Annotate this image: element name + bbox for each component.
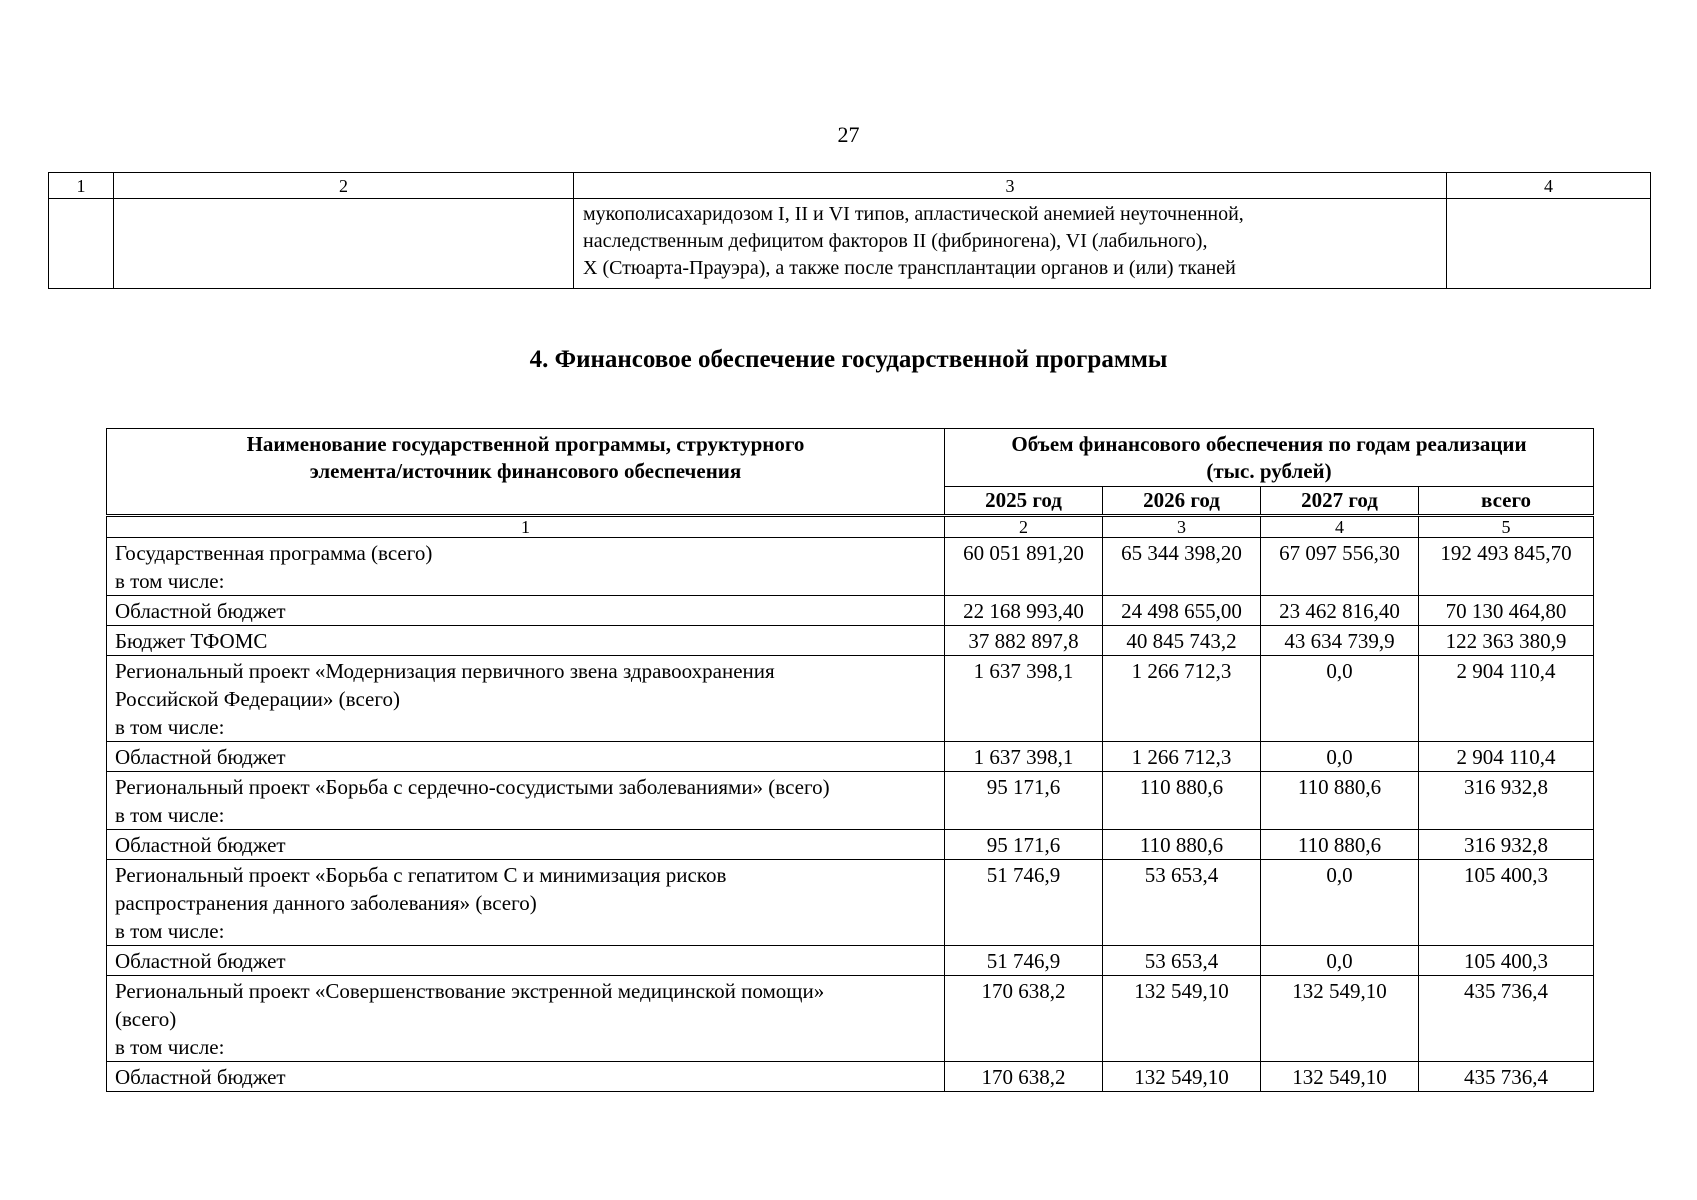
value-cell: 105 400,3 xyxy=(1419,946,1594,976)
section-title: 4. Финансовое обеспечение государственной программы xyxy=(529,346,1168,373)
table-row xyxy=(107,626,1594,656)
table-row xyxy=(107,860,1594,946)
value-cell: 132 549,10 xyxy=(1261,1062,1419,1092)
value-cell: 2 904 110,4 xyxy=(1419,742,1594,772)
value-cell: 51 746,9 xyxy=(945,860,1103,946)
column-number: 3 xyxy=(1103,516,1261,538)
value-cell: 192 493 845,70 xyxy=(1419,538,1594,596)
table-row xyxy=(107,1062,1594,1092)
header-volume-cell xyxy=(945,429,1594,487)
continuation-text-line: мукополисахаридозом I, II и VI типов, апластической анемией неуточненной, xyxy=(583,203,1244,225)
header-name-line: элемента/источник финансового обеспечения xyxy=(309,459,742,483)
value-cell: 67 097 556,30 xyxy=(1261,538,1419,596)
row-name-line: Региональный проект «Совершенствование экстренной медицинской помощи» xyxy=(115,979,825,1003)
value-cell: 1 637 398,1 xyxy=(945,656,1103,742)
header-volume-line: (тыс. рублей) xyxy=(1206,459,1332,483)
table-row xyxy=(107,976,1594,1062)
row-name-line: Государственная программа (всего) xyxy=(115,541,433,565)
value-cell: 105 400,3 xyxy=(1419,860,1594,946)
row-name-cell xyxy=(107,742,945,772)
row-name-line: в том числе: xyxy=(115,1035,225,1059)
row-name-cell xyxy=(107,626,945,656)
column-number: 2 xyxy=(945,516,1103,538)
table-row xyxy=(107,742,1594,772)
row-name-line: (всего) xyxy=(115,1007,177,1031)
value-cell: 24 498 655,00 xyxy=(1103,596,1261,626)
row-name-cell xyxy=(107,860,945,946)
row-name-cell xyxy=(107,946,945,976)
value-cell: 110 880,6 xyxy=(1103,772,1261,830)
row-name-line: в том числе: xyxy=(115,715,225,739)
row-name-line: распространения данного заболевания» (всего) xyxy=(115,891,537,915)
row-name-cell xyxy=(107,772,945,830)
header-name-line: Наименование государственной программы, структурного xyxy=(246,432,805,456)
value-cell: 316 932,8 xyxy=(1419,772,1594,830)
value-cell: 2 904 110,4 xyxy=(1419,656,1594,742)
value-cell: 51 746,9 xyxy=(945,946,1103,976)
column-number: 1 xyxy=(49,173,114,199)
row-name-cell xyxy=(107,538,945,596)
continuation-text-line: наследственным дефицитом факторов II (фибриногена), VI (лабильного), xyxy=(583,230,1208,252)
value-cell: 132 549,10 xyxy=(1261,976,1419,1062)
value-cell: 170 638,2 xyxy=(945,1062,1103,1092)
header-volume-line: Объем финансового обеспечения по годам реализации xyxy=(1011,432,1527,456)
value-cell: 0,0 xyxy=(1261,946,1419,976)
value-cell: 95 171,6 xyxy=(945,772,1103,830)
column-number: 2 xyxy=(114,173,574,199)
value-cell: 65 344 398,20 xyxy=(1103,538,1261,596)
value-cell: 132 549,10 xyxy=(1103,1062,1261,1092)
table-row xyxy=(107,772,1594,830)
row-name-line: Областной бюджет xyxy=(115,1065,286,1089)
continuation-cell-2 xyxy=(114,199,574,289)
value-cell: 23 462 816,40 xyxy=(1261,596,1419,626)
value-cell: 435 736,4 xyxy=(1419,976,1594,1062)
row-name-line: Областной бюджет xyxy=(115,745,286,769)
value-cell: 1 637 398,1 xyxy=(945,742,1103,772)
year-header: 2026 год xyxy=(1103,487,1261,516)
row-name-line: в том числе: xyxy=(115,569,225,593)
value-cell: 95 171,6 xyxy=(945,830,1103,860)
column-number: 5 xyxy=(1419,516,1594,538)
value-cell: 0,0 xyxy=(1261,860,1419,946)
value-cell: 60 051 891,20 xyxy=(945,538,1103,596)
value-cell: 110 880,6 xyxy=(1103,830,1261,860)
column-number: 1 xyxy=(107,516,945,538)
column-number: 3 xyxy=(574,173,1447,199)
continuation-cell-4 xyxy=(1447,199,1651,289)
column-number-row xyxy=(107,516,1594,538)
value-cell: 1 266 712,3 xyxy=(1103,742,1261,772)
value-cell: 1 266 712,3 xyxy=(1103,656,1261,742)
value-cell: 43 634 739,9 xyxy=(1261,626,1419,656)
continuation-cell-1 xyxy=(49,199,114,289)
header-name-cell xyxy=(107,429,945,516)
value-cell: 132 549,10 xyxy=(1103,976,1261,1062)
value-cell: 53 653,4 xyxy=(1103,860,1261,946)
value-cell: 0,0 xyxy=(1261,742,1419,772)
value-cell: 37 882 897,8 xyxy=(945,626,1103,656)
column-number: 4 xyxy=(1447,173,1651,199)
financing-table xyxy=(106,428,1594,1092)
continuation-cell-3 xyxy=(574,199,1447,289)
row-name-cell xyxy=(107,596,945,626)
row-name-line: Российской Федерации» (всего) xyxy=(115,687,400,711)
value-cell: 435 736,4 xyxy=(1419,1062,1594,1092)
row-name-line: Областной бюджет xyxy=(115,833,286,857)
row-name-cell xyxy=(107,976,945,1062)
value-cell: 110 880,6 xyxy=(1261,830,1419,860)
row-name-line: Региональный проект «Модернизация первичного звена здравоохранения xyxy=(115,659,775,683)
value-cell: 40 845 743,2 xyxy=(1103,626,1261,656)
row-name-cell xyxy=(107,1062,945,1092)
table-row xyxy=(107,830,1594,860)
column-number: 4 xyxy=(1261,516,1419,538)
row-name-line: Областной бюджет xyxy=(115,949,286,973)
row-name-line: Региональный проект «Борьба с гепатитом С и минимизация рисков xyxy=(115,863,727,887)
row-name-line: Бюджет ТФОМС xyxy=(115,629,268,653)
year-header: 2027 год xyxy=(1261,487,1419,516)
continuation-header-row xyxy=(49,173,1651,199)
value-cell: 22 168 993,40 xyxy=(945,596,1103,626)
value-cell: 110 880,6 xyxy=(1261,772,1419,830)
table-row xyxy=(107,538,1594,596)
year-header: всего xyxy=(1419,487,1594,516)
continuation-table xyxy=(48,172,1651,289)
row-name-cell xyxy=(107,830,945,860)
continuation-row xyxy=(49,199,1651,289)
row-name-cell xyxy=(107,656,945,742)
value-cell: 70 130 464,80 xyxy=(1419,596,1594,626)
value-cell: 316 932,8 xyxy=(1419,830,1594,860)
table-row xyxy=(107,946,1594,976)
value-cell: 0,0 xyxy=(1261,656,1419,742)
year-header: 2025 год xyxy=(945,487,1103,516)
page-number: 27 xyxy=(837,122,860,147)
continuation-text-line: X (Стюарта-Прауэра), а также после трансплантации органов и (или) тканей xyxy=(583,257,1236,279)
value-cell: 53 653,4 xyxy=(1103,946,1261,976)
row-name-line: в том числе: xyxy=(115,803,225,827)
financing-header-row xyxy=(107,429,1594,487)
row-name-line: Областной бюджет xyxy=(115,599,286,623)
row-name-line: в том числе: xyxy=(115,919,225,943)
table-row xyxy=(107,596,1594,626)
table-row xyxy=(107,656,1594,742)
value-cell: 122 363 380,9 xyxy=(1419,626,1594,656)
row-name-line: Региональный проект «Борьба с сердечно-сосудистыми заболеваниями» (всего) xyxy=(115,775,830,799)
value-cell: 170 638,2 xyxy=(945,976,1103,1062)
